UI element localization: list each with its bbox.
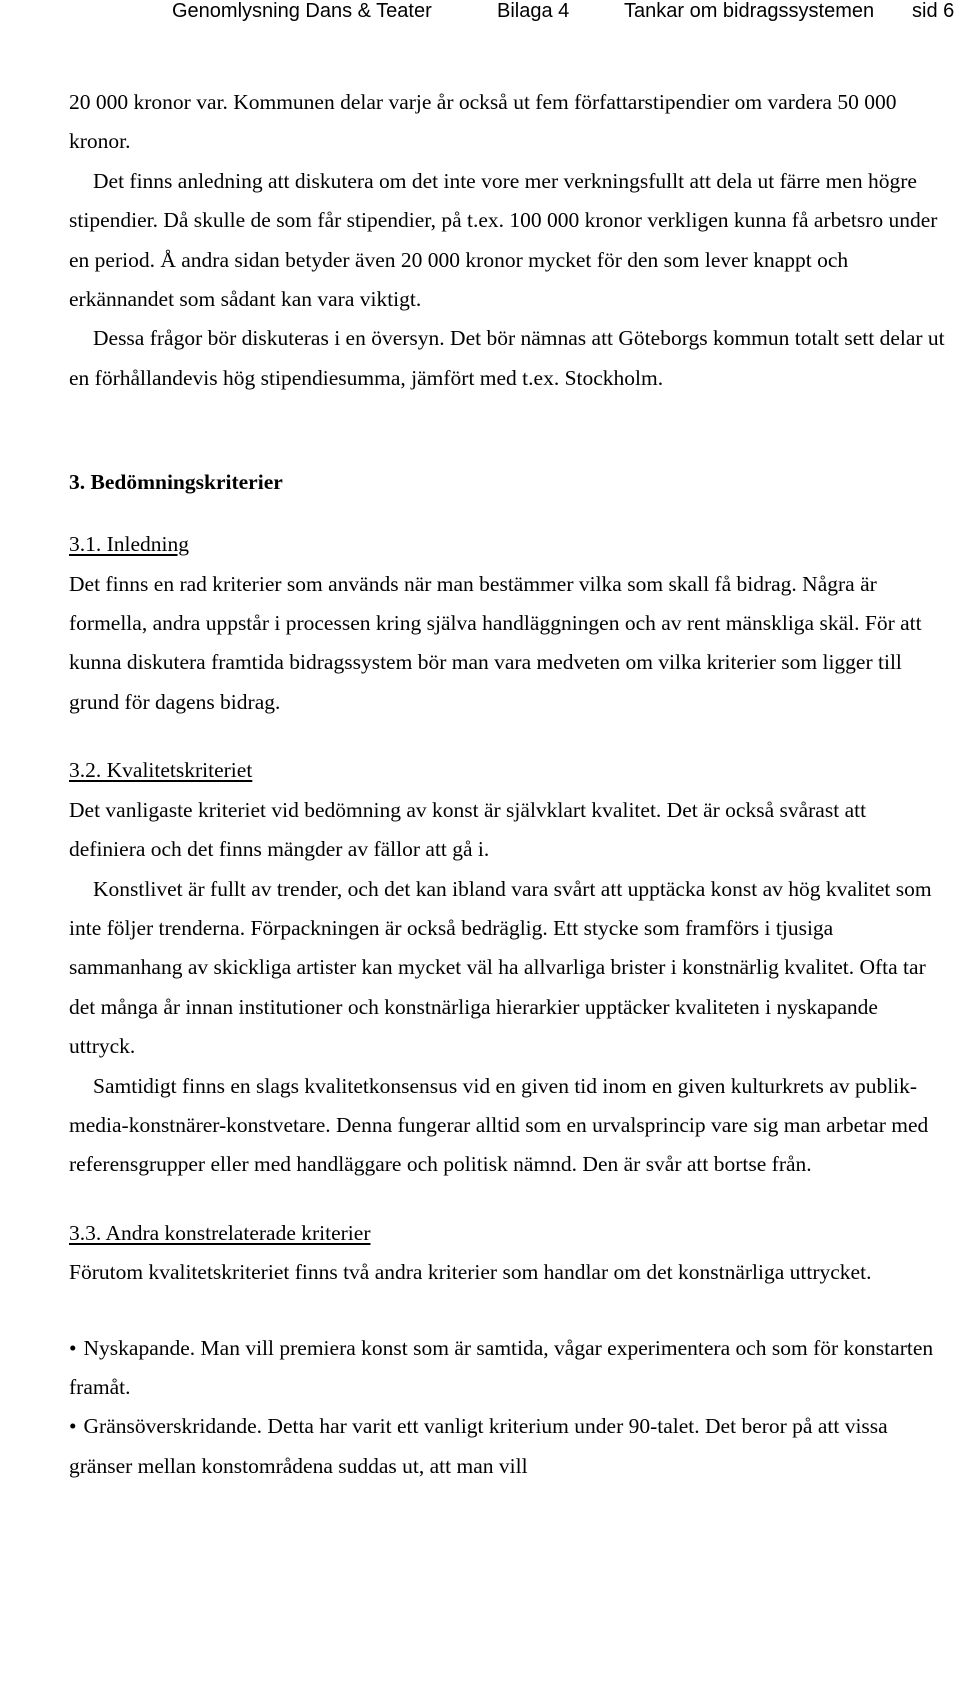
section-3-1-title: 3.1. Inledning xyxy=(69,532,190,557)
spacer xyxy=(69,722,947,751)
bullet-item-gransoverskridande xyxy=(69,1407,947,1486)
section-3-2-paragraph-1: Det vanligaste kriteriet vid bedömning av konst är självklart kvalitet. Det är också svårast att definiera och det finns mängder av fällor att gå i. xyxy=(69,797,867,862)
intro-paragraph-2: Det finns anledning att diskutera om det inte vore mer verkningsfullt att dela ut färre men högre stipendier. Då skulle de som får stipendier, på t.ex. 100 000 kronor verkligen kunna få arbetsro under en period. Å andra sidan betyder även 20 000 kronor mycket för den som lever knappt och erkännandet som sådant kan vara viktigt. xyxy=(69,168,938,312)
section-3-3-title: 3.3. Andra konstrelaterade kriterier xyxy=(69,1220,371,1245)
intro-paragraph-1: 20 000 kronor var. Kommunen delar varje år också ut fem författarstipendier om vardera 50 000 kronor. xyxy=(69,90,897,154)
document-body xyxy=(69,83,947,1486)
section-3-3-paragraph: Förutom kvalitetskriteriet finns två andra kriterier som handlar om det konstnärliga uttrycket. xyxy=(69,1260,872,1285)
bullet-item-nyskapande xyxy=(69,1329,947,1408)
header-page-number: sid 6 xyxy=(912,0,955,22)
section-3-heading: 3. Bedömningskriterier xyxy=(69,470,283,495)
section-3-1-paragraph: Det finns en rad kriterier som används när man bestämmer vilka som skall få bidrag. Några är formella, andra uppstår i processen kring själva handläggningen och av rent mänskliga skäl. För att kunna diskutera framtida bidragssystem bör man vara medveten om vilka kriterier som ligger till grund för dagens bidrag. xyxy=(69,571,922,714)
bullet-icon: • xyxy=(69,1414,77,1439)
bullet-text: Nyskapande. Man vill premiera konst som är samtida, vågar experimentera och som för konstarten framåt. xyxy=(69,1335,934,1399)
spacer xyxy=(69,1185,947,1214)
header-attachment: Bilaga 4 xyxy=(497,0,570,22)
header-section-title: Tankar om bidragssystemen xyxy=(624,0,875,22)
section-3-2-paragraph-2: Konstlivet är fullt av trender, och det kan ibland vara svårt att upptäcka konst av hög kvalitet som inte följer trenderna. Förpackningen är också bedräglig. Ett stycke som framförs i tjusiga sammanhang av skickliga artister kan mycket väl ha allvarliga brister i konstnärlig kvalitet. Ofta tar det många år innan institutioner och konstnärliga hierarkier upptäcker kvaliteten i nyskapande uttryck. xyxy=(69,876,932,1059)
section-3-2-title: 3.2. Kvalitetskriteriet xyxy=(69,758,253,783)
section-3-2-paragraph-3: Samtidigt finns en slags kvalitetkonsensus vid en given tid inom en given kulturkrets av publik-media-konstnärer-konstvetare. Denna fungerar alltid som en urvalsprincip vare sig man arbetar med referensgrupper eller med handläggare och politisk nämnd. Den är svår att bortse från. xyxy=(69,1073,929,1177)
spacer xyxy=(69,497,947,525)
header-document-title: Genomlysning Dans & Teater xyxy=(172,0,432,22)
intro-paragraph-3: Dessa frågor bör diskuteras i en översyn. Det bör nämnas att Göteborgs kommun totalt sett delar ut en förhållandevis hög stipendiesumma, jämfört med t.ex. Stockholm. xyxy=(69,326,945,390)
spacer xyxy=(69,1293,947,1329)
bullet-text: Gränsöverskridande. Detta har varit ett vanligt kriterium under 90-talet. Det beror på att vissa gränser mellan konstområdena suddas ut, att man vill xyxy=(69,1414,888,1478)
bullet-icon: • xyxy=(69,1335,77,1360)
page-header xyxy=(0,0,960,28)
